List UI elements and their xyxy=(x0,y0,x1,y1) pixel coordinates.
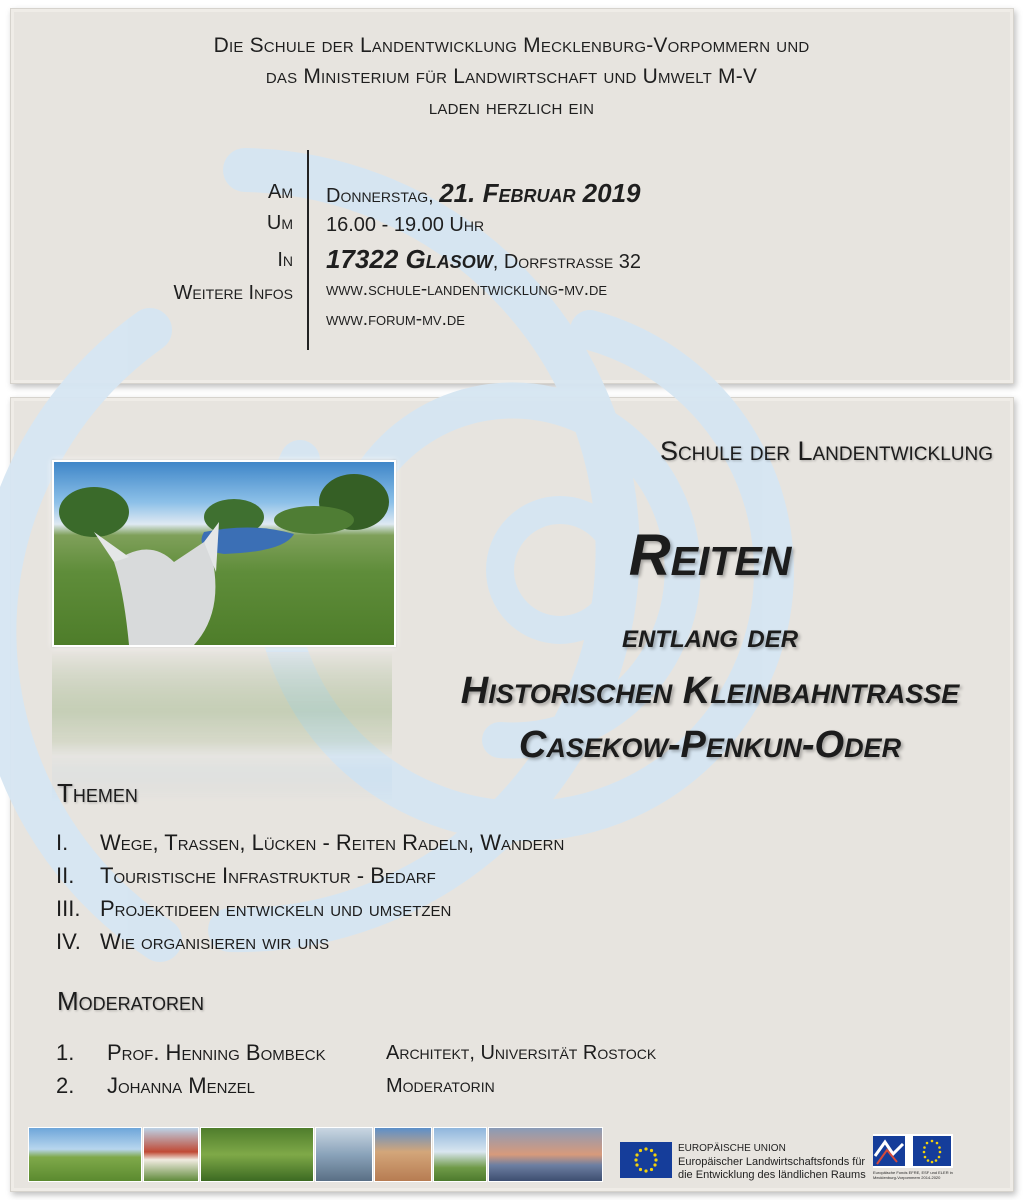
topic-text: Touristische Infrastruktur - Bedarf xyxy=(100,863,436,888)
subtitle-line-1: entlang der xyxy=(621,617,799,655)
eu-fund-text xyxy=(678,1142,868,1183)
moderator-number: 1. xyxy=(56,1040,75,1065)
school-title: Schule der Landentwicklung xyxy=(659,436,993,466)
url-schule[interactable]: www.schule-landentwicklung-mv.de xyxy=(326,279,608,300)
mv-eu-funds-caption: Europäische Fonds EFRE, ESF und ELER in Mecklenburg-Vorpommern 2014-2020 xyxy=(873,1170,953,1180)
header-line-2: das Ministerium für Landwirtschaft und Umwelt M-V xyxy=(265,65,758,88)
event-place: 17322 Glasow xyxy=(326,244,493,274)
moderator-name: Johanna Menzel xyxy=(107,1073,255,1098)
sunset-pier-photo xyxy=(488,1127,603,1182)
topic-number: III. xyxy=(56,896,81,921)
children-photo xyxy=(374,1127,432,1182)
mv-eu-funds-logo xyxy=(873,1134,953,1168)
topic-number: I. xyxy=(56,830,69,855)
header-line-1: Die Schule der Landentwicklung Mecklenburg-Vorpommern und xyxy=(213,34,810,57)
eu-line-3: die Entwicklung des ländlichen Raums xyxy=(678,1169,866,1181)
topic-number: IV. xyxy=(56,929,81,954)
cyclists-photo xyxy=(28,1127,142,1182)
eu-line-1: EUROPÄISCHE UNION xyxy=(678,1143,786,1154)
date-label: Am xyxy=(267,181,293,203)
header-line-3: laden herzlich ein xyxy=(428,96,595,119)
url-forum[interactable]: www.forum-mv.de xyxy=(326,309,465,330)
subtitle-line-2: Historischen Kleinbahntrasse xyxy=(460,670,960,712)
event-time: 16.00 - 19.00 Uhr xyxy=(326,214,485,236)
moderator-role: Moderatorin xyxy=(386,1075,495,1097)
info-label: Weitere Infos xyxy=(173,282,293,304)
subtitle-line-3: Casekow-Penkun-Oder xyxy=(518,724,902,766)
eu-flag-icon xyxy=(620,1142,672,1178)
event-street: , Dorfstraße 32 xyxy=(492,251,642,273)
date-value xyxy=(326,178,641,209)
topic-text: Wege, Trassen, Lücken - Reiten Radeln, Wandern xyxy=(100,830,565,855)
time-label: Um xyxy=(266,212,293,234)
place-label: In xyxy=(277,249,293,271)
topic-text: Wie organisieren wir uns xyxy=(100,929,330,954)
weekday: Donnerstag, xyxy=(326,185,434,207)
moderator-role: Architekt, Universität Rostock xyxy=(386,1042,657,1064)
lighthouse-photo xyxy=(433,1127,487,1182)
place-value xyxy=(326,244,641,275)
eu-line-2: Europäischer Landwirtschaftsfonds für xyxy=(678,1155,866,1168)
main-title: Reiten xyxy=(628,523,792,588)
event-date: 21. Februar 2019 xyxy=(439,178,641,208)
info-divider xyxy=(307,150,309,350)
themes-heading: Themen xyxy=(57,778,138,808)
horse-landscape-photo xyxy=(52,460,396,647)
moderator-number: 2. xyxy=(56,1073,75,1098)
topic-text: Projektideen entwickeln und umsetzen xyxy=(100,896,452,921)
topic-number: II. xyxy=(56,863,75,888)
moderator-name: Prof. Henning Bombeck xyxy=(107,1040,326,1065)
invitation-header xyxy=(0,30,1023,123)
moderators-heading: Moderatoren xyxy=(57,986,205,1016)
harbor-photo xyxy=(315,1127,373,1182)
trees-photo xyxy=(200,1127,314,1182)
house-photo xyxy=(143,1127,199,1182)
